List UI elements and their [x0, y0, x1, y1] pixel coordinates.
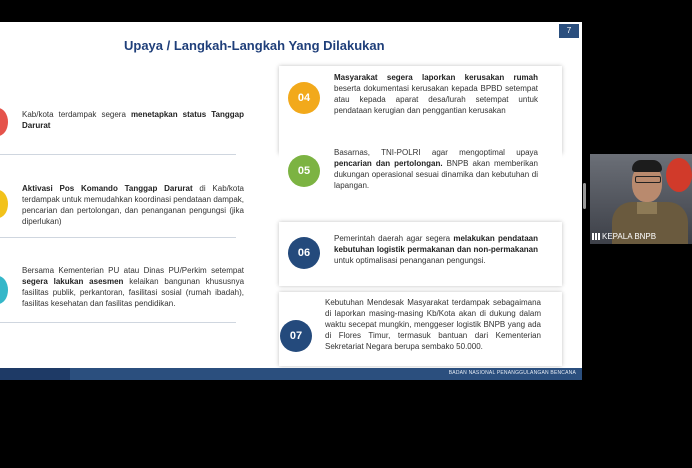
step-05-lead: Basarnas, TNI-POLRI agar mengoptimal upaya [334, 148, 538, 157]
slide-title: Upaya / Langkah-Langkah Yang Dilakukan [124, 38, 385, 53]
left-divider-1 [0, 154, 236, 155]
step-number-07: 07 [280, 320, 312, 352]
left-item-3-bold: segera lakukan asesmen [22, 277, 124, 286]
left-item-1-lead: Kab/kota terdampak segera [22, 110, 131, 119]
left-item-3-tail: kelaikan bangunan khususnya fasilitas publik, perkantoran, fasilitasi sosial (rumah ibadah), fasilitas kesehatan dan fasilitas pendidikan. [22, 277, 245, 308]
step-05-bold: pencarian dan pertolongan. [334, 159, 443, 168]
step-number-04: 04 [288, 82, 320, 114]
audio-signal-icon [592, 233, 600, 240]
left-item-3 [22, 265, 244, 309]
step-07-lead: Kebutuhan Mendesak Masyarakat terdampak sebagaimana di laporkan masing-masing Kb/Kota akan di dukung dalam waktu secepat mungkin, menggeser logistik BNPB yang ada di Flores Timur, termasuk bantuan dari Kementerian Sekretariat Negara berupa sembako 50.000. [325, 298, 541, 351]
participant-name: KEPALA BNPB [602, 232, 657, 241]
left-item-2-tail: di Kab/kota terdampak untuk memudahkan koordinasi pendataan dampak, pencarian dan pertolongan, dan penanganan pengungsi (jika diperlukan) [22, 184, 244, 226]
footer-text: BADAN NASIONAL PENANGGULANGAN BENCANA [448, 370, 576, 376]
step-04-tail: beserta dokumentasi kerusakan kepada BPBD setempat atau kepada aparat desa/lurah setempat untuk pendataan kerugian dan penggantian kerusakan [334, 84, 538, 115]
step-05-tail: BNPB akan memberikan dukungan operasional sesuai dinamika dan kebutuhan di lapangan. [334, 159, 538, 190]
left-divider-2 [0, 237, 236, 238]
scrollbar-handle[interactable] [583, 183, 586, 209]
step-text-04 [334, 72, 538, 116]
participant-hair [632, 160, 662, 172]
left-item-2-bold: Aktivasi Pos Komando Tanggap Darurat [22, 184, 193, 193]
bnpb-logo-icon [666, 158, 692, 192]
step-text-07 [325, 297, 541, 352]
left-divider-3 [0, 322, 236, 323]
step-06-lead: Pemerintah daerah agar segera [334, 234, 454, 243]
footer-accent [0, 368, 70, 380]
step-number-06: 06 [288, 237, 320, 269]
step-04-bold: Masyarakat segera laporkan kerusakan rumah [334, 73, 538, 82]
participant-name-label [592, 232, 656, 241]
participant-glasses [635, 176, 661, 183]
left-item-marker-1 [0, 108, 8, 136]
left-item-3-lead: Bersama Kementerian PU atau Dinas PU/Perkim setempat [22, 266, 244, 275]
presentation-slide [0, 22, 582, 380]
step-06-tail: untuk optimalisasi penanganan pengungsi. [334, 256, 486, 265]
step-text-05 [334, 147, 538, 191]
participant-collar [637, 202, 657, 214]
step-number-05: 05 [288, 155, 320, 187]
step-06-bold: melakukan pendataan kebutuhan logistik permakanan dan non-permakanan [334, 234, 538, 254]
left-item-1 [22, 109, 244, 131]
left-item-2 [22, 183, 244, 227]
left-item-marker-3 [0, 276, 8, 304]
participant-video-tile[interactable] [590, 154, 692, 244]
left-item-1-bold: menetapkan status Tanggap Darurat [22, 110, 244, 130]
page-number: 7 [559, 24, 579, 38]
left-item-marker-2 [0, 190, 8, 218]
step-text-06 [334, 233, 538, 266]
slide-footer [0, 368, 582, 380]
